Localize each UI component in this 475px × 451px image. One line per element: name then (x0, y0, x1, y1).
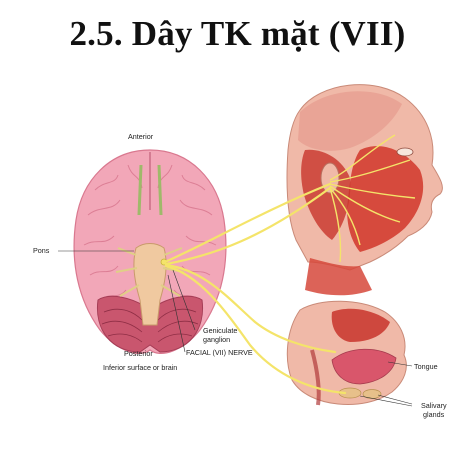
facial-muscles (347, 146, 423, 252)
label-facial-nerve: FACIAL (VII) NERVE (186, 348, 253, 357)
label-inferior-surface: Inferior surface or brain (103, 363, 178, 372)
oral-cavity-view (287, 301, 406, 405)
label-posterior: Posterior (124, 349, 153, 358)
label-salivary-line1: Salivary (421, 401, 447, 410)
slide-title: 2.5. Dây TK mặt (VII) (69, 14, 406, 53)
label-anterior: Anterior (128, 132, 154, 141)
head-lateral-view (287, 85, 442, 296)
label-geniculate-line2: ganglion (203, 335, 231, 344)
label-geniculate-line1: Geniculate (203, 326, 238, 335)
label-pons: Pons (33, 246, 50, 255)
label-tongue: Tongue (414, 362, 438, 371)
brain-inferior-view (74, 150, 226, 353)
label-salivary-line2: glands (423, 410, 445, 419)
